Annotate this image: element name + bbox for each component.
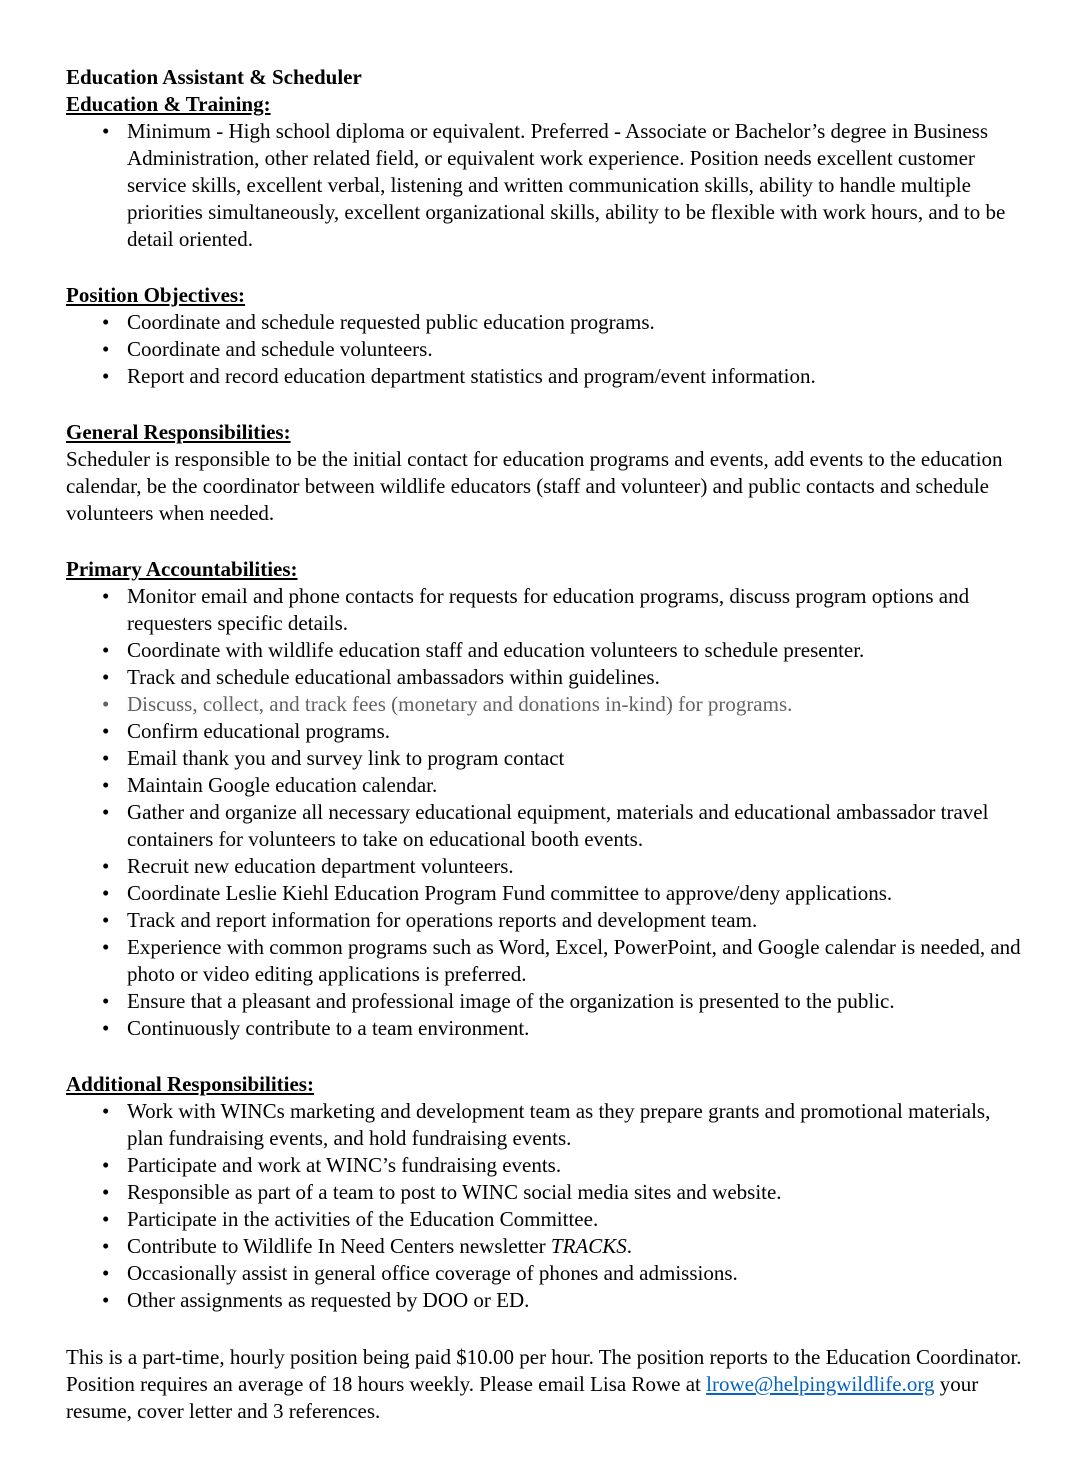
bullet-text: Coordinate and schedule requested public education programs.	[127, 310, 655, 334]
bullet-text: Responsible as part of a team to post to WINC social media sites and website.	[127, 1180, 782, 1204]
closing-paragraph	[66, 1344, 1026, 1425]
bullet-item	[66, 363, 1026, 390]
bullet-item	[66, 1098, 1026, 1152]
bullet-item	[66, 934, 1026, 988]
bullet-item	[66, 637, 1026, 664]
bullet-item	[66, 1015, 1026, 1042]
section-heading: General Responsibilities:	[66, 420, 291, 444]
bullet-item	[66, 118, 1026, 253]
bullet-text: Ensure that a pleasant and professional image of the organization is presented to the public.	[127, 989, 895, 1013]
bullet-item	[66, 799, 1026, 853]
bullet-text: Continuously contribute to a team environment.	[127, 1016, 530, 1040]
bullet-text: Occasionally assist in general office coverage of phones and admissions.	[127, 1261, 738, 1285]
bullet-item	[66, 853, 1026, 880]
bullet-text-after: .	[626, 1234, 633, 1258]
bullet-item	[66, 1287, 1026, 1314]
bullet-item	[66, 336, 1026, 363]
bullet-text: Participate in the activities of the Education Committee.	[127, 1207, 599, 1231]
bullet-text: Email thank you and survey link to program contact	[127, 746, 565, 770]
bullet-text: Track and report information for operations reports and development team.	[127, 908, 758, 932]
bullet-item	[66, 1179, 1026, 1206]
closing-text-before: This is a part-time, hourly position being paid $10.00 per hour. The position reports to the Education Coordinator. Position requires an average of 18 hours weekly. Please email Lisa Rowe at	[66, 1345, 1022, 1396]
section-heading: Primary Accountabilities:	[66, 557, 298, 581]
bullet-list	[66, 118, 1026, 253]
bullet-text: Experience with common programs such as Word, Excel, PowerPoint, and Google calendar is needed, and photo or video editing applications is preferred.	[127, 935, 1021, 986]
section-paragraph: Scheduler is responsible to be the initial contact for education programs and events, add events to the education calendar, be the coordinator between wildlife educators (staff and volunteer) and public contacts and schedule volunteers when needed.	[66, 447, 1003, 525]
bullet-item	[66, 1152, 1026, 1179]
bullet-item	[66, 907, 1026, 934]
bullet-text: Confirm educational programs.	[127, 719, 391, 743]
bullet-text: Participate and work at WINC’s fundraising events.	[127, 1153, 562, 1177]
newsletter-name: TRACKS	[550, 1234, 627, 1258]
bullet-text: Maintain Google education calendar.	[127, 773, 438, 797]
section-heading: Additional Responsibilities:	[66, 1072, 314, 1096]
bullet-item	[66, 583, 1026, 637]
bullet-text: Coordinate with wildlife education staff and education volunteers to schedule presenter.	[127, 638, 865, 662]
section	[66, 282, 1026, 390]
bullet-item	[66, 772, 1026, 799]
bullet-item	[66, 880, 1026, 907]
section	[66, 419, 1026, 527]
bullet-text: Discuss, collect, and track fees (monetary and donations in-kind) for programs.	[127, 692, 793, 716]
bullet-text: Monitor email and phone contacts for requests for education programs, discuss program options and requesters specific details.	[127, 584, 970, 635]
bullet-text: Coordinate and schedule volunteers.	[127, 337, 433, 361]
bullet-list	[66, 309, 1026, 390]
bullet-item	[66, 745, 1026, 772]
bullet-list	[66, 1098, 1026, 1314]
section	[66, 91, 1026, 253]
email-link[interactable]: lrowe@helpingwildlife.org	[706, 1372, 935, 1396]
bullet-text: Track and schedule educational ambassadors within guidelines.	[127, 665, 660, 689]
bullet-text: Work with WINCs marketing and development team as they prepare grants and promotional materials, plan fundraising events, and hold fundraising events.	[127, 1099, 991, 1150]
bullet-item	[66, 1233, 1026, 1260]
section-heading: Position Objectives:	[66, 283, 246, 307]
bullet-text: Recruit new education department volunteers.	[127, 854, 514, 878]
bullet-item	[66, 718, 1026, 745]
bullet-item	[66, 988, 1026, 1015]
bullet-item	[66, 309, 1026, 336]
bullet-text: Gather and organize all necessary educational equipment, materials and educational ambassador travel containers for volunteers to take on educational booth events.	[127, 800, 989, 851]
section-heading: Education & Training:	[66, 92, 271, 116]
section	[66, 1071, 1026, 1314]
sections-container	[66, 91, 1026, 1314]
bullet-text: Contribute to Wildlife In Need Centers newsletter	[127, 1234, 551, 1258]
bullet-item	[66, 664, 1026, 691]
document-title: Education Assistant & Scheduler	[66, 65, 362, 89]
closing-text-after: your resume, cover letter and 3 references.	[66, 1372, 979, 1423]
bullet-item	[66, 1260, 1026, 1287]
bullet-text: Other assignments as requested by DOO or ED.	[127, 1288, 530, 1312]
bullet-text: Report and record education department statistics and program/event information.	[127, 364, 816, 388]
bullet-item	[66, 691, 1026, 718]
bullet-text: Minimum - High school diploma or equivalent. Preferred - Associate or Bachelor’s degree in Business Administration, other related field, or equivalent work experience. Position needs excellent customer service skills, excellent verbal, listening and written communication skills, ability to handle multiple priorities simultaneously, excellent organizational skills, ability to be flexible with work hours, and to be detail oriented.	[127, 119, 1006, 251]
section	[66, 556, 1026, 1042]
bullet-text: Coordinate Leslie Kiehl Education Program Fund committee to approve/deny applications.	[127, 881, 893, 905]
bullet-list	[66, 583, 1026, 1042]
bullet-item	[66, 1206, 1026, 1233]
